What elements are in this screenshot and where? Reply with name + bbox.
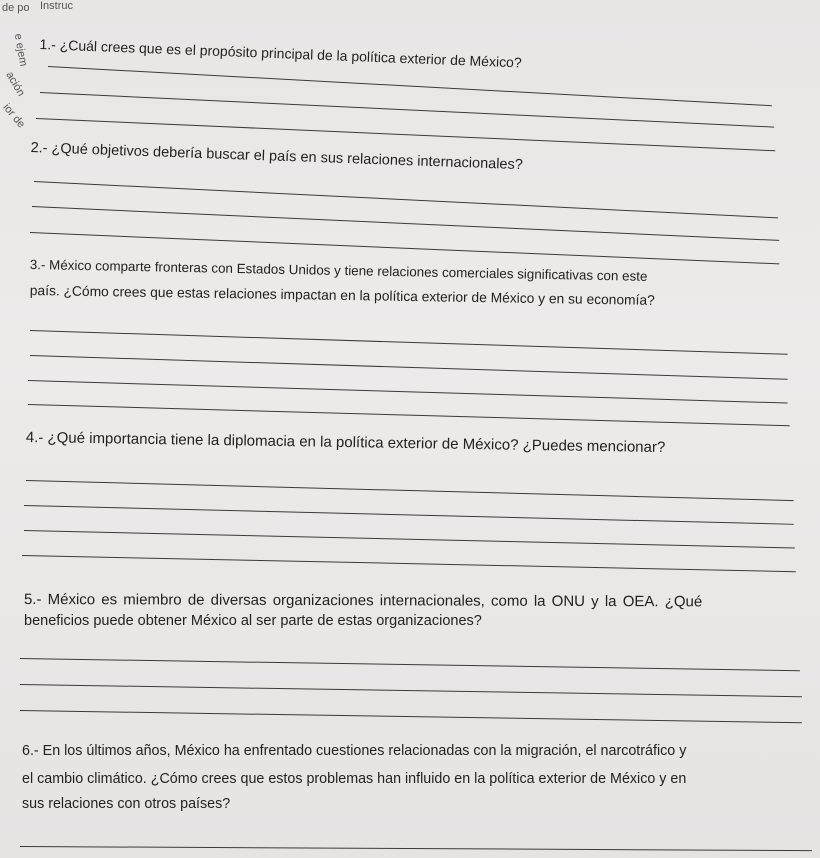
- question-2: 2.- ¿Qué objetivos debería buscar el país en sus relaciones internacionales?: [30, 139, 524, 174]
- answer-line[interactable]: [28, 380, 788, 404]
- margin-fragment: ior de: [0, 101, 28, 131]
- margin-fragments: [0, 0, 50, 130]
- question-1: 1.- ¿Cuál crees que es el propósito principal de la política exterior de México?: [39, 35, 522, 71]
- answer-line[interactable]: [48, 66, 772, 106]
- question-5-line-1: 5.- México es miembro de diversas organizaciones internacionales, como la ONU y la OEA. ¿Qué: [23, 591, 703, 611]
- question-5-line-2: beneficios puede obtener México al ser parte de estas organizaciones?: [24, 613, 482, 629]
- question-6-line-3: sus relaciones con otros países?: [22, 796, 231, 812]
- question-6-line-2: el cambio climático. ¿Cómo crees que estos problemas han influido en la política exterior de México y en: [22, 771, 687, 787]
- question-4: 4.- ¿Qué importancia tiene la diplomacia en la política exterior de México? ¿Puedes mencionar?: [25, 428, 666, 457]
- margin-fragment: ación: [3, 69, 27, 99]
- answer-line[interactable]: [20, 846, 812, 851]
- question-3-line-2: país. ¿Cómo crees que estas relaciones impactan en la política exterior de México y en su economía?: [29, 282, 655, 308]
- answer-line[interactable]: [20, 658, 800, 671]
- margin-fragment: e ejem: [11, 32, 30, 68]
- answer-line[interactable]: [28, 404, 790, 426]
- answer-line[interactable]: [20, 710, 802, 723]
- question-3-line-1: 3.- México comparte fronteras con Estados Unidos y tiene relaciones comerciales significativas con este: [29, 256, 648, 284]
- answer-line[interactable]: [30, 330, 788, 355]
- answer-line[interactable]: [24, 505, 794, 525]
- margin-fragment: Instruc: [40, 0, 74, 12]
- answer-line[interactable]: [22, 555, 796, 572]
- answer-line[interactable]: [34, 181, 778, 218]
- answer-line[interactable]: [30, 355, 788, 380]
- question-6-line-1: 6.- En los últimos años, México ha enfrentado cuestiones relacionadas con la migración, el narcotráfico y: [22, 743, 687, 759]
- answer-line[interactable]: [20, 684, 802, 697]
- margin-fragment: de po: [2, 2, 30, 14]
- answer-line[interactable]: [26, 480, 794, 501]
- answer-line[interactable]: [24, 530, 795, 548]
